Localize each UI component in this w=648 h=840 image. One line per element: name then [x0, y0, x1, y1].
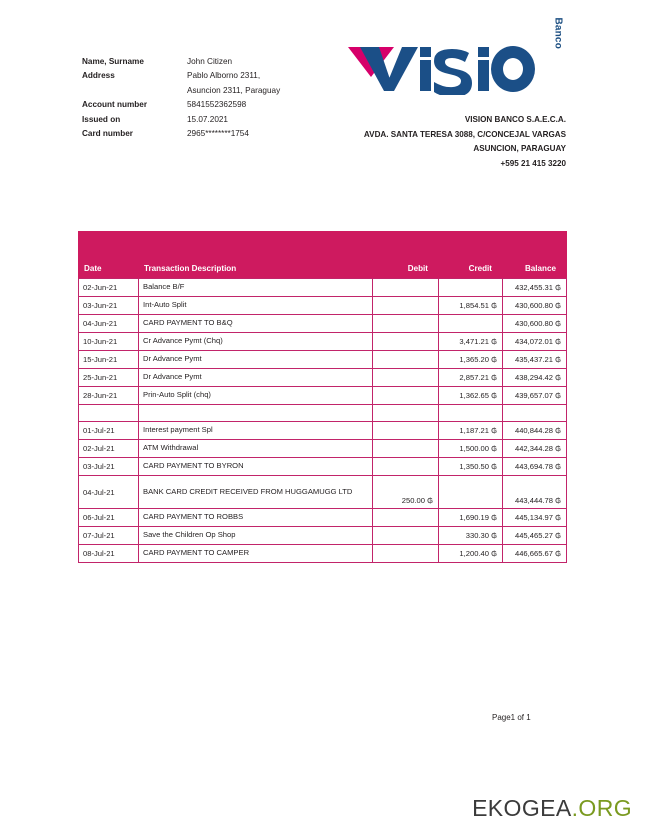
cell-balance: 442,344.28 ₲ — [503, 440, 567, 458]
cell-balance: 439,657.07 ₲ — [503, 387, 567, 405]
cell-description: Cr Advance Pymt (Chq) — [139, 333, 373, 351]
bank-city: ASUNCION, PARAGUAY — [473, 144, 566, 154]
cell-date: 06-Jul-21 — [79, 509, 139, 527]
cell-date: 02-Jun-21 — [79, 279, 139, 297]
customer-detail-labels — [82, 55, 187, 141]
table-header-row — [79, 232, 567, 279]
column-header-credit: Credit — [439, 232, 503, 279]
cell-balance: 434,072.01 ₲ — [503, 333, 567, 351]
column-header-debit: Debit — [373, 232, 439, 279]
cell-debit — [373, 369, 439, 387]
cell-credit — [439, 476, 503, 509]
column-header-date: Date — [79, 232, 139, 279]
logo-banco-text: Banco — [553, 17, 564, 49]
cell-debit — [373, 315, 439, 333]
table-row[interactable] — [79, 351, 567, 369]
page-number: Page1 of 1 — [492, 713, 531, 722]
bank-name: VISION BANCO S.A.E.C.A. — [464, 115, 566, 124]
cell-credit: 1,690.19 ₲ — [439, 509, 503, 527]
cell-description: ATM Withdrawal — [139, 440, 373, 458]
bank-phone: +595 21 415 3220 — [500, 158, 566, 168]
cell-date: 28-Jun-21 — [79, 387, 139, 405]
cell-date: 03-Jun-21 — [79, 297, 139, 315]
label-account-number: Account number — [82, 100, 148, 110]
cell-date: 08-Jul-21 — [79, 545, 139, 563]
cell-balance: 435,437.21 ₲ — [503, 351, 567, 369]
table-row[interactable] — [79, 422, 567, 440]
cell-debit — [373, 458, 439, 476]
cell-credit: 1,350.50 ₲ — [439, 458, 503, 476]
table-header — [79, 232, 567, 279]
cell-date: 03-Jul-21 — [79, 458, 139, 476]
cell-date: 04-Jul-21 — [79, 476, 139, 509]
value-issued-on: 15.07.2021 — [187, 114, 228, 124]
table-row[interactable] — [79, 333, 567, 351]
cell-debit — [373, 545, 439, 563]
cell-debit — [373, 333, 439, 351]
cell-date: 25-Jun-21 — [79, 369, 139, 387]
bank-address-block — [364, 113, 566, 171]
customer-details — [82, 55, 387, 141]
label-issued-on: Issued on — [82, 114, 121, 124]
cell-credit: 1,187.21 ₲ — [439, 422, 503, 440]
label-card-number: Card number — [82, 128, 133, 138]
watermark-domain: .ORG — [571, 795, 632, 821]
column-header-balance: Balance — [503, 232, 567, 279]
cell-description: Dr Advance Pymt — [139, 351, 373, 369]
cell-description: Balance B/F — [139, 279, 373, 297]
cell-date: 15-Jun-21 — [79, 351, 139, 369]
table-body — [79, 279, 567, 563]
cell-credit: 2,857.21 ₲ — [439, 369, 503, 387]
cell-credit: 3,471.21 ₲ — [439, 333, 503, 351]
table-row[interactable] — [79, 509, 567, 527]
cell-credit — [439, 279, 503, 297]
document-header — [0, 0, 648, 200]
cell-description: Interest payment Spl — [139, 422, 373, 440]
cell-credit — [439, 315, 503, 333]
column-header-description: Transaction Description — [139, 232, 373, 279]
cell-credit: 1,365.20 ₲ — [439, 351, 503, 369]
cell-credit: 1,854.51 ₲ — [439, 297, 503, 315]
table-row[interactable] — [79, 279, 567, 297]
cell-credit: 1,362.65 ₲ — [439, 387, 503, 405]
value-name-surname: John Citizen — [187, 57, 233, 66]
table-row[interactable] — [79, 387, 567, 405]
table-row[interactable] — [79, 476, 567, 509]
cell-description: CARD PAYMENT TO ROBBS — [139, 509, 373, 527]
cell-debit — [373, 527, 439, 545]
value-address-line2: Asuncion 2311, Paraguay — [187, 85, 281, 95]
value-address-line1: Pablo Alborno 2311, — [187, 71, 261, 81]
cell-description: Save the Children Op Shop — [139, 527, 373, 545]
cell-balance: 430,600.80 ₲ — [503, 297, 567, 315]
ekogea-watermark — [472, 795, 632, 822]
cell-description: Prin-Auto Split (chq) — [139, 387, 373, 405]
label-name-surname: Name, Surname — [82, 57, 144, 66]
cell-debit — [373, 279, 439, 297]
cell-debit: 250.00 ₲ — [373, 476, 439, 509]
cell-date: 04-Jun-21 — [79, 315, 139, 333]
cell-debit — [373, 351, 439, 369]
cell-date: 02-Jul-21 — [79, 440, 139, 458]
cell-balance: 446,665.67 ₲ — [503, 545, 567, 563]
cell-debit — [373, 422, 439, 440]
table-row[interactable] — [79, 369, 567, 387]
table-row[interactable] — [79, 527, 567, 545]
cell-description: Dr Advance Pymt — [139, 369, 373, 387]
cell-balance: 443,694.78 ₲ — [503, 458, 567, 476]
cell-description: BANK CARD CREDIT RECEIVED FROM HUGGAMUGG LTD — [139, 476, 373, 509]
cell-debit — [373, 297, 439, 315]
cell-credit: 1,200.40 ₲ — [439, 545, 503, 563]
bank-street: AVDA. SANTA TERESA 3088, C/CONCEJAL VARGAS — [363, 129, 566, 139]
cell-description: CARD PAYMENT TO BYRON — [139, 458, 373, 476]
cell-description: CARD PAYMENT TO B&Q — [139, 315, 373, 333]
value-card-number: 2965********1754 — [187, 128, 249, 138]
cell-balance: 445,134.97 ₲ — [503, 509, 567, 527]
cell-balance: 445,465.27 ₲ — [503, 527, 567, 545]
cell-debit — [373, 440, 439, 458]
cell-credit: 330.30 ₲ — [439, 527, 503, 545]
table-spacer-row — [79, 405, 567, 422]
vision-n-letter-icon — [464, 43, 536, 95]
watermark-name: EKOGEA — [472, 795, 572, 821]
table-row[interactable] — [79, 458, 567, 476]
cell-date: 10-Jun-21 — [79, 333, 139, 351]
table-row[interactable] — [79, 297, 567, 315]
cell-description: CARD PAYMENT TO CAMPER — [139, 545, 373, 563]
label-address: Address — [82, 71, 115, 81]
table-row[interactable] — [79, 440, 567, 458]
cell-balance: 430,600.80 ₲ — [503, 315, 567, 333]
cell-balance: 438,294.42 ₲ — [503, 369, 567, 387]
transactions-table — [78, 231, 567, 563]
cell-balance: 432,455.31 ₲ — [503, 279, 567, 297]
cell-balance: 443,444.78 ₲ — [503, 476, 567, 509]
cell-credit: 1,500.00 ₲ — [439, 440, 503, 458]
cell-debit — [373, 509, 439, 527]
table-row[interactable] — [79, 545, 567, 563]
cell-date: 01-Jul-21 — [79, 422, 139, 440]
table-row[interactable] — [79, 315, 567, 333]
cell-balance: 440,844.28 ₲ — [503, 422, 567, 440]
cell-debit — [373, 387, 439, 405]
vision-banco-logo — [346, 17, 564, 95]
value-account-number: 5841552362598 — [187, 100, 247, 110]
cell-date: 07-Jul-21 — [79, 527, 139, 545]
cell-description: Int-Auto Split — [139, 297, 373, 315]
